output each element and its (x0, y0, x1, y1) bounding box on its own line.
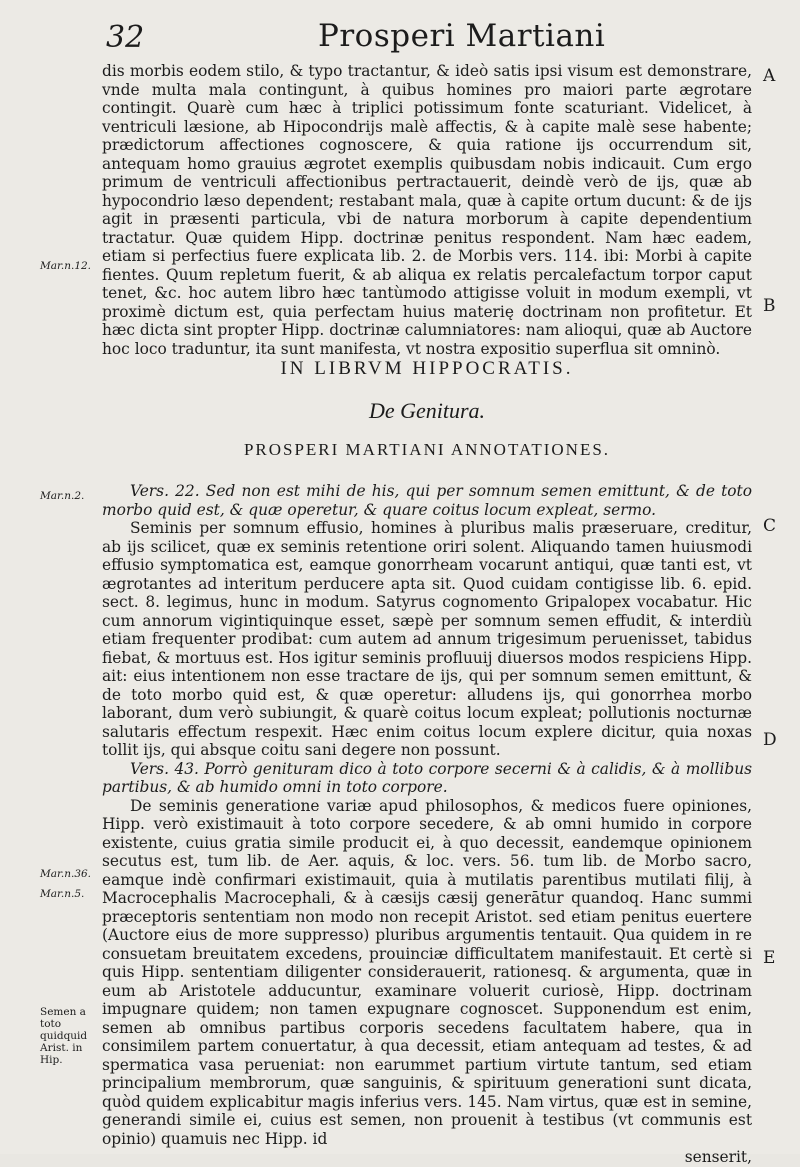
section-letter-a: A (763, 66, 776, 86)
section-letter-b: B (763, 296, 776, 316)
margin-note-1: Mar.n.12. (40, 260, 92, 272)
margin-note-4: Mar.n.5. (40, 888, 85, 900)
margin-note-3: Mar.n.36. (40, 868, 92, 880)
section-heading-title: IN LIBRVM HIPPOCRATIS. (280, 358, 574, 379)
page-number: 32 (106, 20, 145, 55)
running-head: Prosperi Martiani (318, 18, 606, 54)
paragraph-2: De seminis generatione variæ apud philosophos, & medicos fuere opiniones, Hipp. verò existimauit à toto corpore secedere, & ab omni humido in corpore existente, cuius gratia simile producit ei, à quo decessit, eandemque opinionem secutus est, tum lib. de Aer. aquis, & loc. vers. 56. tum lib. de Morbo sacro, eamque indè confirmari existimauit, quia à mutilatis parentibus mutilati filij, à Macrocephalis Macrocephali, & à cæsijs cæsij generātur quandoq. Hanc summi præceptoris sententiam non modo non recepit Aristot. sed etiam penitus euertere (Auctore eius de more suppresso) pluribus argumentis tentauit. Qua quidem in re consuetam breuitatem excedens, prouinciæ difficultatem manifestauit. Et certè si quis Hipp. sententiam diligenter considerauerit, rationesq. & argumenta, quæ in eum ab Aristotele adducuntur, examinare voluerit curiosè, Hipp. doctrinam impugnare quidem; non tamen expugnare cognoscet. Supponendum est enim, semen ab omnibus partibus corporis secedens facultatem habere, qua in consimilem partem conuertatur, à qua decessit, etiam antequam ad testes, & ad spermatica vasa perueniat: non earummet partium virtute tantum, sed etiam principalium membrorum, quæ sanguinis, & spirituum generationi sunt dicata, quòd quidem explicabitur magis inferius vers. 145. Nam virtus, quæ est in semine, generandi simile ei, cuius est semen, non prouenit à testibus (vt communis est opinio) quamuis nec Hipp. id (102, 796, 752, 1148)
margin-note-2: Mar.n.2. (40, 490, 85, 502)
section-letter-c: C (763, 516, 777, 536)
margin-note-5: Semen a toto quidquid Arist. in Hip. (40, 1006, 88, 1066)
lemma-verse-22: Vers. 22. Sed non est mihi de his, qui per somnum semen emittunt, & de toto morbo quid est, & quæ operetur, & quare coitus locum expleat, sermo. (102, 482, 752, 519)
lemma-verse-43: Vers. 43. Porrò genituram dico à toto corpore secerni & à calidis, & à mollibus partibus, & ab humido omni in toto corpore. (102, 759, 752, 796)
text-block-top (102, 62, 752, 358)
section-letter-d: D (763, 730, 777, 750)
text-block-body (102, 482, 752, 1167)
paragraph-top: dis morbis eodem stilo, & typo tractantur, & ideò satis ipsi visum est demonstrare, vnde multa mala contingunt, à quibus homines pro maiori parte ægrotare contingit. Quarè cum hæc à triplici potissimum fonte scaturiant. Videlicet, à ventriculi læsione, ab Hipocondrijs malè affectis, & à capite malè sese habente; prædictorum affectiones cognoscere, & quia ratione ijs occurrendum sit, antequam homo grauius ægrotet exemplis quibusdam nobis indicauit. Cum ergo primum de ventriculi affectionibus pertractauerit, deindè verò de ijs, quæ ab hypocondrio læso dependent; restabant mala, quæ à capite ortum ducunt: & de ijs agit in præsenti particula, vbi de natura morborum à capite dependentium tractatur. Quæ quidem Hipp. doctrinæ penitus respondent. Nam hæc eadem, etiam si perfectius fuere explicata lib. 2. de Morbis vers. 114. ibi: Morbi à capite fientes. Quum repletum fuerit, & ab aliqua ex relatis percalefactum torpor caput tenet, &c. hoc autem libro hæc tantùmodo attigisse voluit in modum exempli, vt proximè dictum est, quia perfectam huius materię doctrinam non profitetur. Et hæc dicta sint propter Hipp. doctrinæ calumniatores: nam alioqui, quæ ab Auctore hoc loco traduntur, ita sunt manifesta, vt nostra expositio superflua sit omninò. (102, 62, 752, 358)
catchword: senserit, (684, 1148, 752, 1166)
section-heading-subtitle: De Genitura. (368, 398, 486, 423)
section-heading-annotations: PROSPERI MARTIANI ANNOTATIONES. (243, 440, 611, 459)
section-letter-e: E (763, 948, 776, 968)
paragraph-1: Seminis per somnum effusio, homines à pluribus malis præseruare, creditur, ab ijs scilicet, quæ ex seminis retentione oriri solent. Aliquando tamen huiusmodi effusio symptomatica est, eamque gonorrheam vocarunt antiqui, quæ tanti est, vt ægrotantes ad interitum perducere apta sit. Quod cuidam contigisse lib. 6. epid. sect. 8. legimus, hunc in modum. Satyrus cognomento Gripalopex vocabatur. Hic cum annorum vigintiquinque esset, sæpè per somnum semen effudit, & interdiù etiam frequenter prodibat: cum autem ad annum trigesimum peruenisset, tabidus fiebat, & mortuus est. Hos igitur seminis profluuij diuersos modos respiciens Hipp. ait: eius intentionem non esse tractare de ijs, qui per somnum semen emittunt, & de toto morbo quid est, & quæ operetur: alludens ijs, qui gonorrhea morbo laborant, dum verò subiungit, & quarè coitus locum expleat; pollutionis nocturnæ salutaris effectum respexit. Hæc enim coitus locum explere dicitur, quia noxas tollit ijs, qui absque coitu sani degere non possunt. (102, 519, 752, 759)
